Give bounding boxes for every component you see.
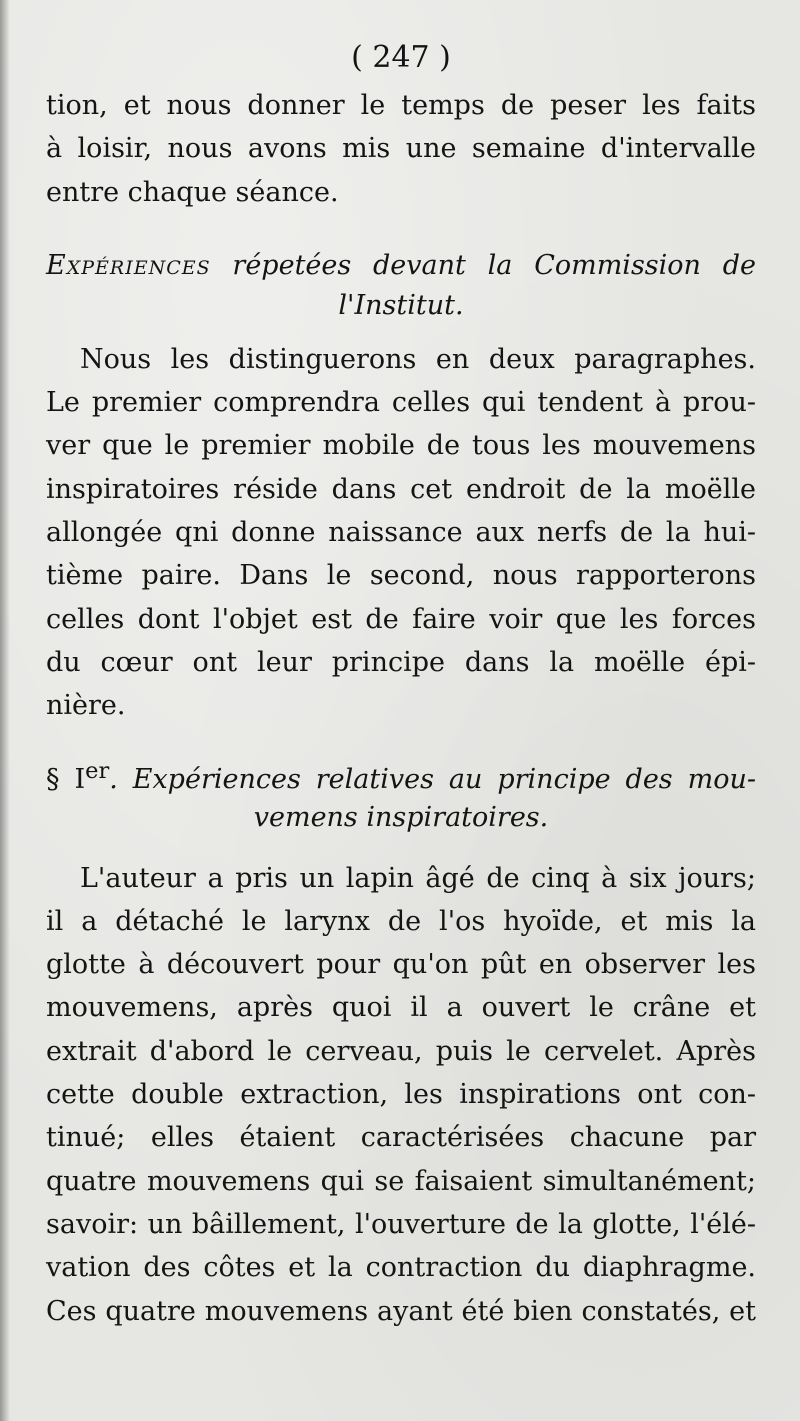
subsection-line-2: vemens inspiratoires. (253, 801, 549, 833)
page-number: ( 247 ) (351, 40, 451, 75)
text-line: tion, et nous donner le temps de peser les faits (46, 90, 756, 121)
opening-text (46, 84, 756, 214)
text-line: entre chaque séance. (46, 176, 339, 208)
title-lead-word: Expériences (46, 249, 211, 281)
text-line: à loisir, nous avons mis une semaine d'intervalle (46, 133, 756, 165)
title-line-1 (46, 246, 756, 286)
text-line: Ces quatre mouvemens ayant été bien constatés, et (46, 1295, 756, 1327)
section-title (46, 246, 756, 326)
text-line: glotte à découvert pour qu'on pût en observer les (46, 949, 756, 981)
text-line: il a détaché le larynx de l'os hyoïde, et mis la (46, 905, 756, 937)
title-line-2: l'Institut. (338, 289, 464, 321)
text-line: cette double extraction, les inspirations ont con- (46, 1079, 756, 1111)
text-line: celles dont l'objet est de faire voir que les forces (46, 603, 756, 635)
section-mark-sup: er (85, 757, 110, 784)
text-line: inspiratoires réside dans cet endroit de la moëlle (46, 473, 756, 505)
text-line: allongée qni donne naissance aux nerfs de la hui- (46, 517, 756, 549)
text-line: vation des côtes et la contraction du diaphragme. (46, 1252, 756, 1284)
text-line: quatre mouvemens qui se faisaient simultanément; (46, 1165, 756, 1197)
title-rest: répetées devant la Commission de (232, 249, 756, 281)
subsection-line-1 (46, 752, 756, 799)
text-line: savoir: un bâillement, l'ouverture de la glotte, l'élé- (46, 1208, 756, 1240)
subsection-rest: . Expériences relatives au principe des mou- (109, 763, 756, 795)
text-line: tième paire. Dans le second, nous rapporterons (46, 560, 756, 592)
text-line: Nous les distinguerons en deux paragraphes. (80, 343, 756, 375)
text-line: extrait d'abord le cerveau, puis le cervelet. Après (46, 1035, 756, 1067)
text-line: mouvemens, après quoi il a ouvert le crâne et (46, 992, 756, 1024)
text-line: tinué; elles étaient caractérisées chacune par (46, 1122, 756, 1154)
text-line: L'auteur a pris un lapin âgé de cinq à six jours; (80, 862, 756, 894)
text-line: nière. (46, 690, 126, 722)
text-line: du cœur ont leur principe dans la moëlle épi- (46, 646, 756, 678)
paragraph-1 (46, 338, 756, 728)
subsection-heading (46, 752, 756, 837)
text-line: ver que le premier mobile de tous les mouvemens (46, 430, 756, 462)
text-line: Le premier comprendra celles qui tendent à prou- (46, 387, 756, 419)
section-mark: § I (46, 763, 86, 795)
paragraph-2 (46, 857, 756, 1333)
